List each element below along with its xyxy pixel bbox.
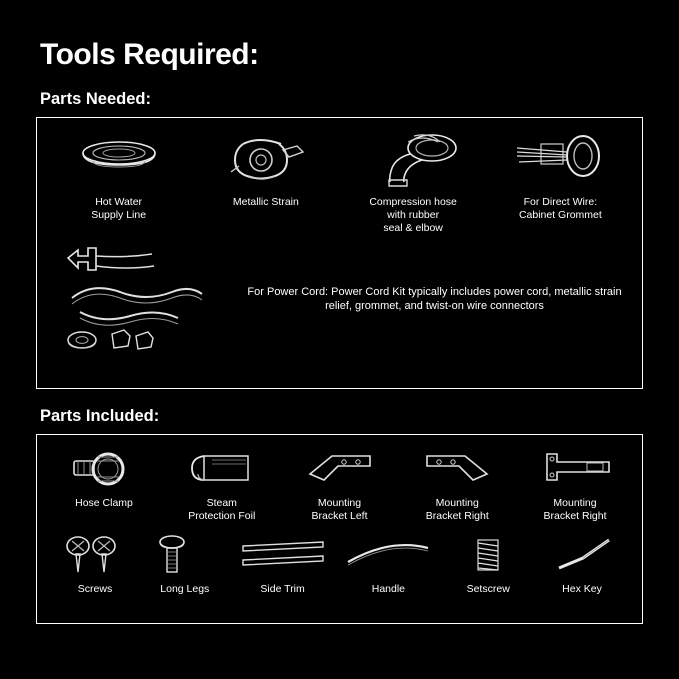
mounting-bracket-right-icon bbox=[417, 445, 497, 493]
mounting-bracket-right-alt-icon bbox=[533, 445, 617, 493]
power-cord-note-block bbox=[45, 240, 634, 358]
setscrew-icon bbox=[451, 531, 525, 579]
steam-protection-foil-icon bbox=[182, 445, 262, 493]
mounting-bracket-left-icon bbox=[300, 445, 380, 493]
part-screws bbox=[51, 531, 139, 596]
hex-key-icon bbox=[543, 531, 621, 579]
long-legs-icon bbox=[148, 531, 222, 579]
handle-icon bbox=[342, 531, 434, 579]
part-steam-protection-foil bbox=[169, 445, 275, 523]
part-handle bbox=[336, 531, 440, 596]
part-caption: Compression hose with rubber seal & elbow bbox=[369, 196, 457, 234]
part-caption: Setscrew bbox=[466, 582, 510, 595]
part-caption: Metallic Strain bbox=[232, 196, 299, 208]
part-caption: Mounting Bracket Left bbox=[311, 497, 368, 522]
parts-needed-row bbox=[45, 128, 634, 234]
side-trim-icon bbox=[237, 531, 329, 579]
parts-included-panel bbox=[36, 434, 643, 624]
section-heading-parts-needed: Parts Needed: bbox=[40, 90, 151, 108]
metallic-strain-relief-icon bbox=[223, 128, 309, 190]
part-caption: Mounting Bracket Right bbox=[543, 497, 607, 522]
part-compression-hose bbox=[353, 128, 473, 234]
parts-included-row-1 bbox=[45, 445, 634, 523]
part-caption: Screws bbox=[77, 582, 113, 595]
compression-hose-icon bbox=[358, 128, 468, 190]
part-metallic-strain bbox=[206, 128, 326, 209]
part-caption: Long Legs bbox=[160, 582, 210, 595]
parts-needed-panel bbox=[36, 117, 643, 389]
hose-clamp-icon bbox=[64, 445, 144, 493]
part-caption: Handle bbox=[371, 582, 406, 595]
part-caption: Mounting Bracket Right bbox=[425, 497, 489, 522]
part-long-legs bbox=[141, 531, 229, 596]
part-caption: Side Trim bbox=[260, 582, 305, 595]
part-mounting-bracket-left bbox=[287, 445, 393, 523]
part-cabinet-grommet bbox=[500, 128, 620, 222]
page-title: Tools Required: bbox=[40, 38, 259, 71]
part-setscrew bbox=[442, 531, 534, 596]
screws-icon bbox=[58, 531, 132, 579]
part-caption: Hex Key bbox=[562, 582, 602, 595]
power-cord-note: For Power Cord: Power Cord Kit typically includes power cord, metallic strain relief, grommet, and twist-on wire connectors bbox=[247, 285, 622, 313]
part-caption: Hot Water Supply Line bbox=[91, 196, 147, 221]
part-hex-key bbox=[536, 531, 628, 596]
part-caption: Hose Clamp bbox=[75, 497, 133, 509]
part-caption: Steam Protection Foil bbox=[188, 497, 256, 522]
parts-included-row-2 bbox=[45, 531, 634, 596]
hot-water-supply-line-icon bbox=[69, 128, 169, 190]
part-mounting-bracket-right-alt bbox=[522, 445, 628, 523]
part-hose-clamp bbox=[51, 445, 157, 510]
part-hot-water-supply-line bbox=[59, 128, 179, 222]
power-cord-kit-icon bbox=[45, 240, 235, 358]
part-side-trim bbox=[231, 531, 335, 596]
section-heading-parts-included: Parts Included: bbox=[40, 407, 160, 425]
cabinet-grommet-icon bbox=[505, 128, 615, 190]
part-mounting-bracket-right bbox=[404, 445, 510, 523]
part-caption: For Direct Wire: Cabinet Grommet bbox=[518, 196, 602, 221]
